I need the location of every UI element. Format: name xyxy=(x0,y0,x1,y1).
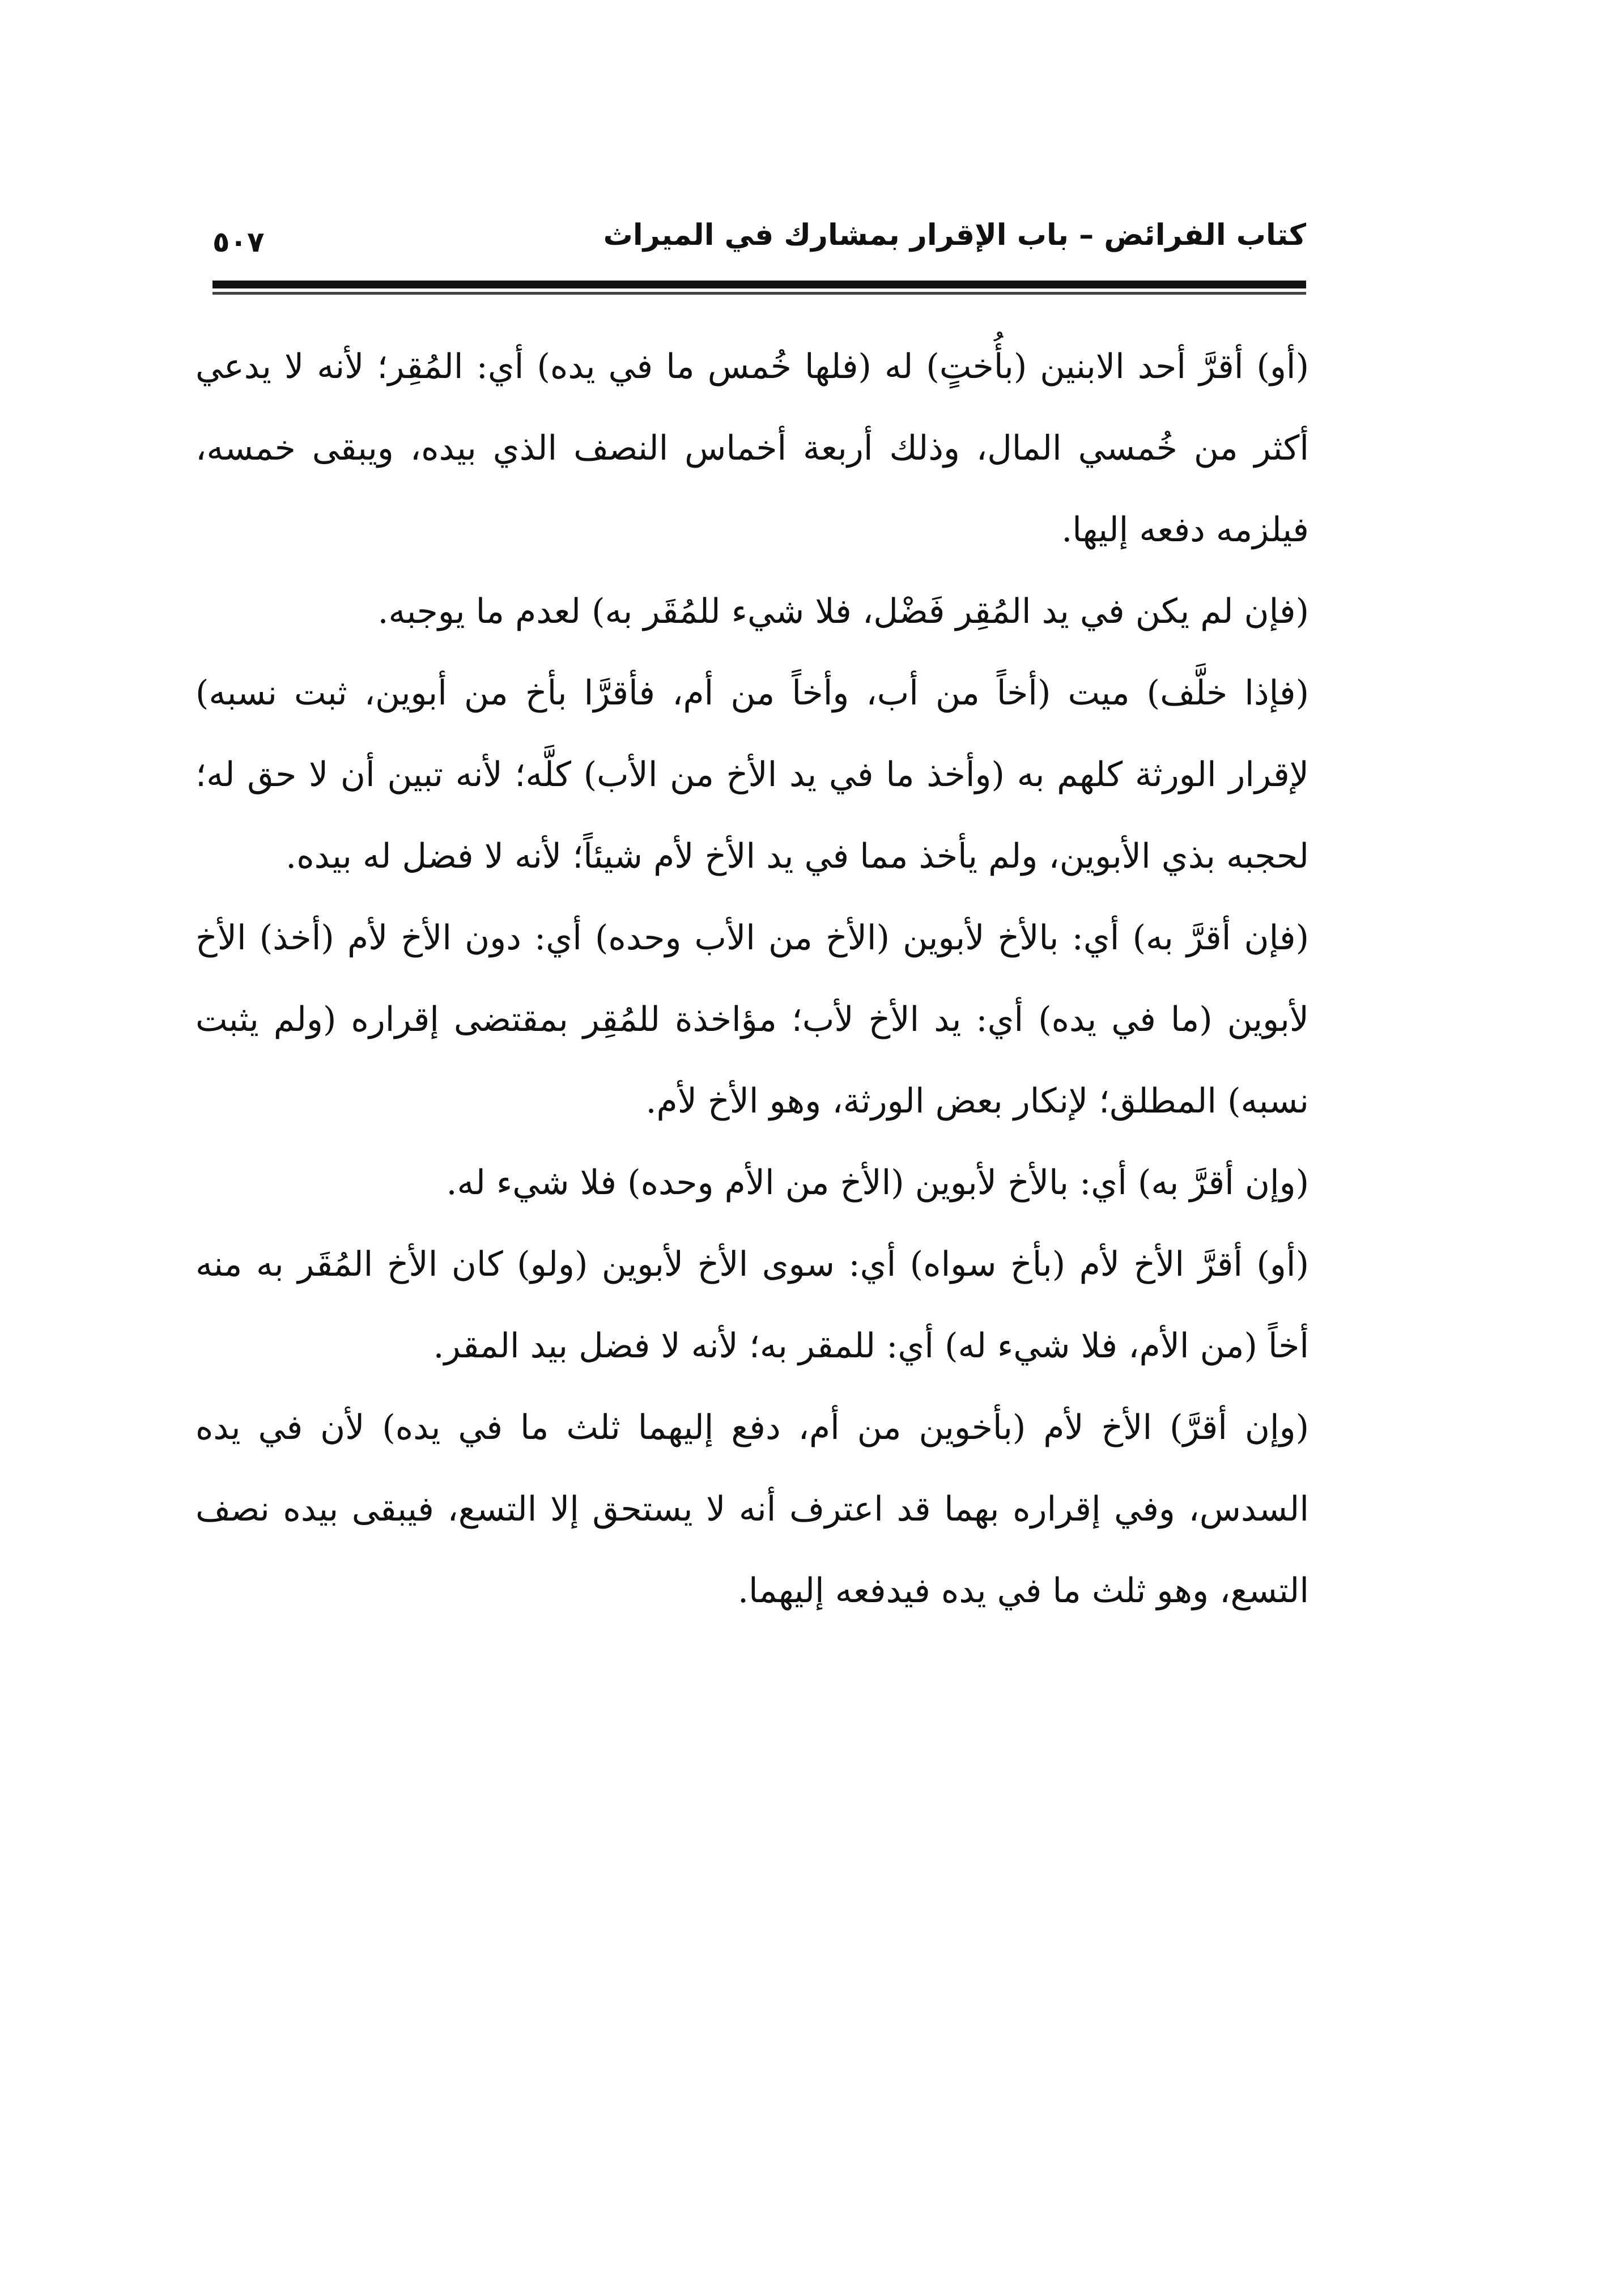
page-number: ٥٠٧ xyxy=(212,226,265,258)
paragraph: (أو) أقرَّ أحد الابنين (بأُختٍ) له (فلها خُمس ما في يده) أي: المُقِر؛ لأنه لا يدعي أكثر من خُمسي المال، وذلك أربعة أخماس النصف الذي بيده، ويبقى خمسه، فيلزمه دفعه إليها. xyxy=(195,347,1309,550)
body-text xyxy=(195,326,1309,1632)
paragraph: (أو) أقرَّ الأخ لأم (بأخ سواه) أي: سوى الأخ لأبوين (ولو) كان الأخ المُقَر به منه أخاً (من الأم، فلا شيء له) أي: للمقر به؛ لأنه لا فضل بيد المقر. xyxy=(195,1245,1309,1366)
paragraph: (فإن أقرَّ به) أي: بالأخ لأبوين (الأخ من الأب وحده) أي: دون الأخ لأم (أخذ) الأخ لأبوين (ما في يده) أي: يد الأخ لأب؛ مؤاخذة للمُقِر بمقتضى إقراره (ولم يثبت نسبه) المطلق؛ لإنكار بعض الورثة، وهو الأخ لأم. xyxy=(195,918,1309,1121)
header-rule-thick xyxy=(212,281,1306,288)
page-header xyxy=(212,210,1306,272)
paragraph: (وإن أقرَّ) الأخ لأم (بأخوين من أم، دفع إليهما ثلث ما في يده) لأن في يده السدس، وفي إقراره بهما قد اعترف أنه لا يستحق إلا التسع، فيبقى بيده نصف التسع، وهو ثلث ما في يده فيدفعه إليهما. xyxy=(195,1408,1309,1611)
paragraph: (وإن أقرَّ به) أي: بالأخ لأبوين (الأخ من الأم وحده) فلا شيء له. xyxy=(446,1163,1309,1203)
running-title: كتاب الفرائض – باب الإقرار بمشارك في الميراث xyxy=(603,218,1306,252)
paragraph: (فإذا خلَّف) ميت (أخاً من أب، وأخاً من أم، فأقرَّا بأخ من أبوين، ثبت نسبه) لإقرار الورثة كلهم به (وأخذ ما في يد الأخ من الأب) كلَّه؛ لأنه تبين أن لا حق له؛ لحجبه بذي الأبوين، ولم يأخذ مما في يد الأخ لأم شيئاً؛ لأنه لا فضل له بيده. xyxy=(195,673,1309,876)
header-rule-thin xyxy=(212,292,1306,295)
paragraph: (فإن لم يكن في يد المُقِر فَضْل، فلا شيء للمُقَر به) لعدم ما يوجبه. xyxy=(377,592,1309,631)
